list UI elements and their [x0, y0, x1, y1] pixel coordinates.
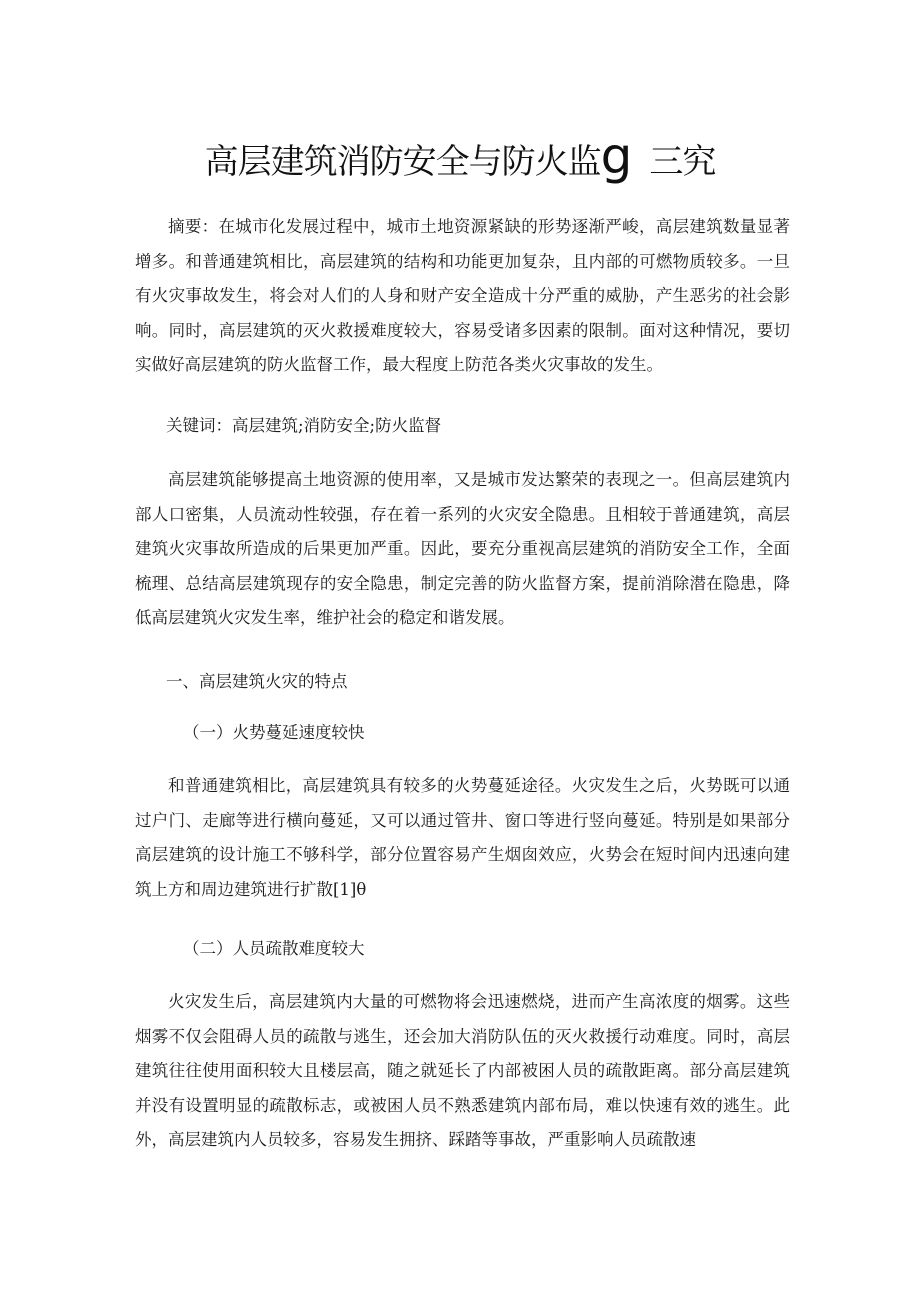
title-text-main: 高层建筑消防安全与防火监 [204, 142, 601, 182]
title-text-glyph: g [600, 127, 632, 185]
subsection-heading-1: （一）火势蔓延速度较快 [183, 723, 365, 742]
subsection-1-paragraph: 和普通建筑相比，高层建筑具有较多的火势蔓延途径。火灾发生之后，火势既可以通过户门、走廊等进行横向蔓延，又可以通过管井、窗口等进行竖向蔓延。特别是如果部分高层建筑的设计施工不够科学，部分位置容易产生烟囱效应，火势会在短时间内迅速向建筑上方和周边建筑进行扩散[1]θ [135, 776, 790, 899]
title-text-tail: 三究 [649, 142, 716, 182]
subsection-2-paragraph: 火灾发生后，高层建筑内大量的可燃物将会迅速燃烧，进而产生高浓度的烟雾。这些烟雾不仅会阻碍人员的疏散与逃生，还会加大消防队伍的灭火救援行动难度。同时，高层建筑往往使用面积较大且楼层高，随之就延长了内部被困人员的疏散距离。部分高层建筑并没有设置明显的疏散标志，或被困人员不熟悉建筑内部布局，难以快速有效的逃生。此外，高层建筑内人员较多，容易发生拥挤、踩踏等事故，严重影响人员疏散速 [135, 992, 790, 1149]
abstract-paragraph: 摘要：在城市化发展过程中，城市土地资源紧缺的形势逐渐严峻，高层建筑数量显著增多。和普通建筑相比，高层建筑的结构和功能更加复杂，且内部的可燃物质较多。一旦有火灾事故发生，将会对人们的人身和财产安全造成十分严重的威胁，产生恶劣的社会影响。同时，高层建筑的灭火救援难度较大，容易受诸多因素的限制。面对这种情况，要切实做好高层建筑的防火监督工作，最大程度上防范各类火灾事故的发生。 [135, 217, 790, 374]
document-title [0, 128, 920, 190]
subsection-heading-2: （二）人员疏散难度较大 [183, 939, 365, 958]
intro-paragraph: 高层建筑能够提高土地资源的使用率，又是城市发达繁荣的表现之一。但高层建筑内部人口密集，人员流动性较强，存在着一系列的火灾安全隐患。且相较于普通建筑，高层建筑火灾事故所造成的后果更加严重。因此，要充分重视高层建筑的消防安全工作，全面梳理、总结高层建筑现存的安全隐患，制定完善的防火监督方案，提前消除潜在隐患，降低高层建筑火灾发生率，维护社会的稳定和谐发展。 [135, 470, 790, 627]
section-heading-1: 一、高层建筑火灾的特点 [166, 672, 348, 691]
keywords-line: 关键词：高层建筑;消防安全;防火监督 [166, 416, 442, 435]
